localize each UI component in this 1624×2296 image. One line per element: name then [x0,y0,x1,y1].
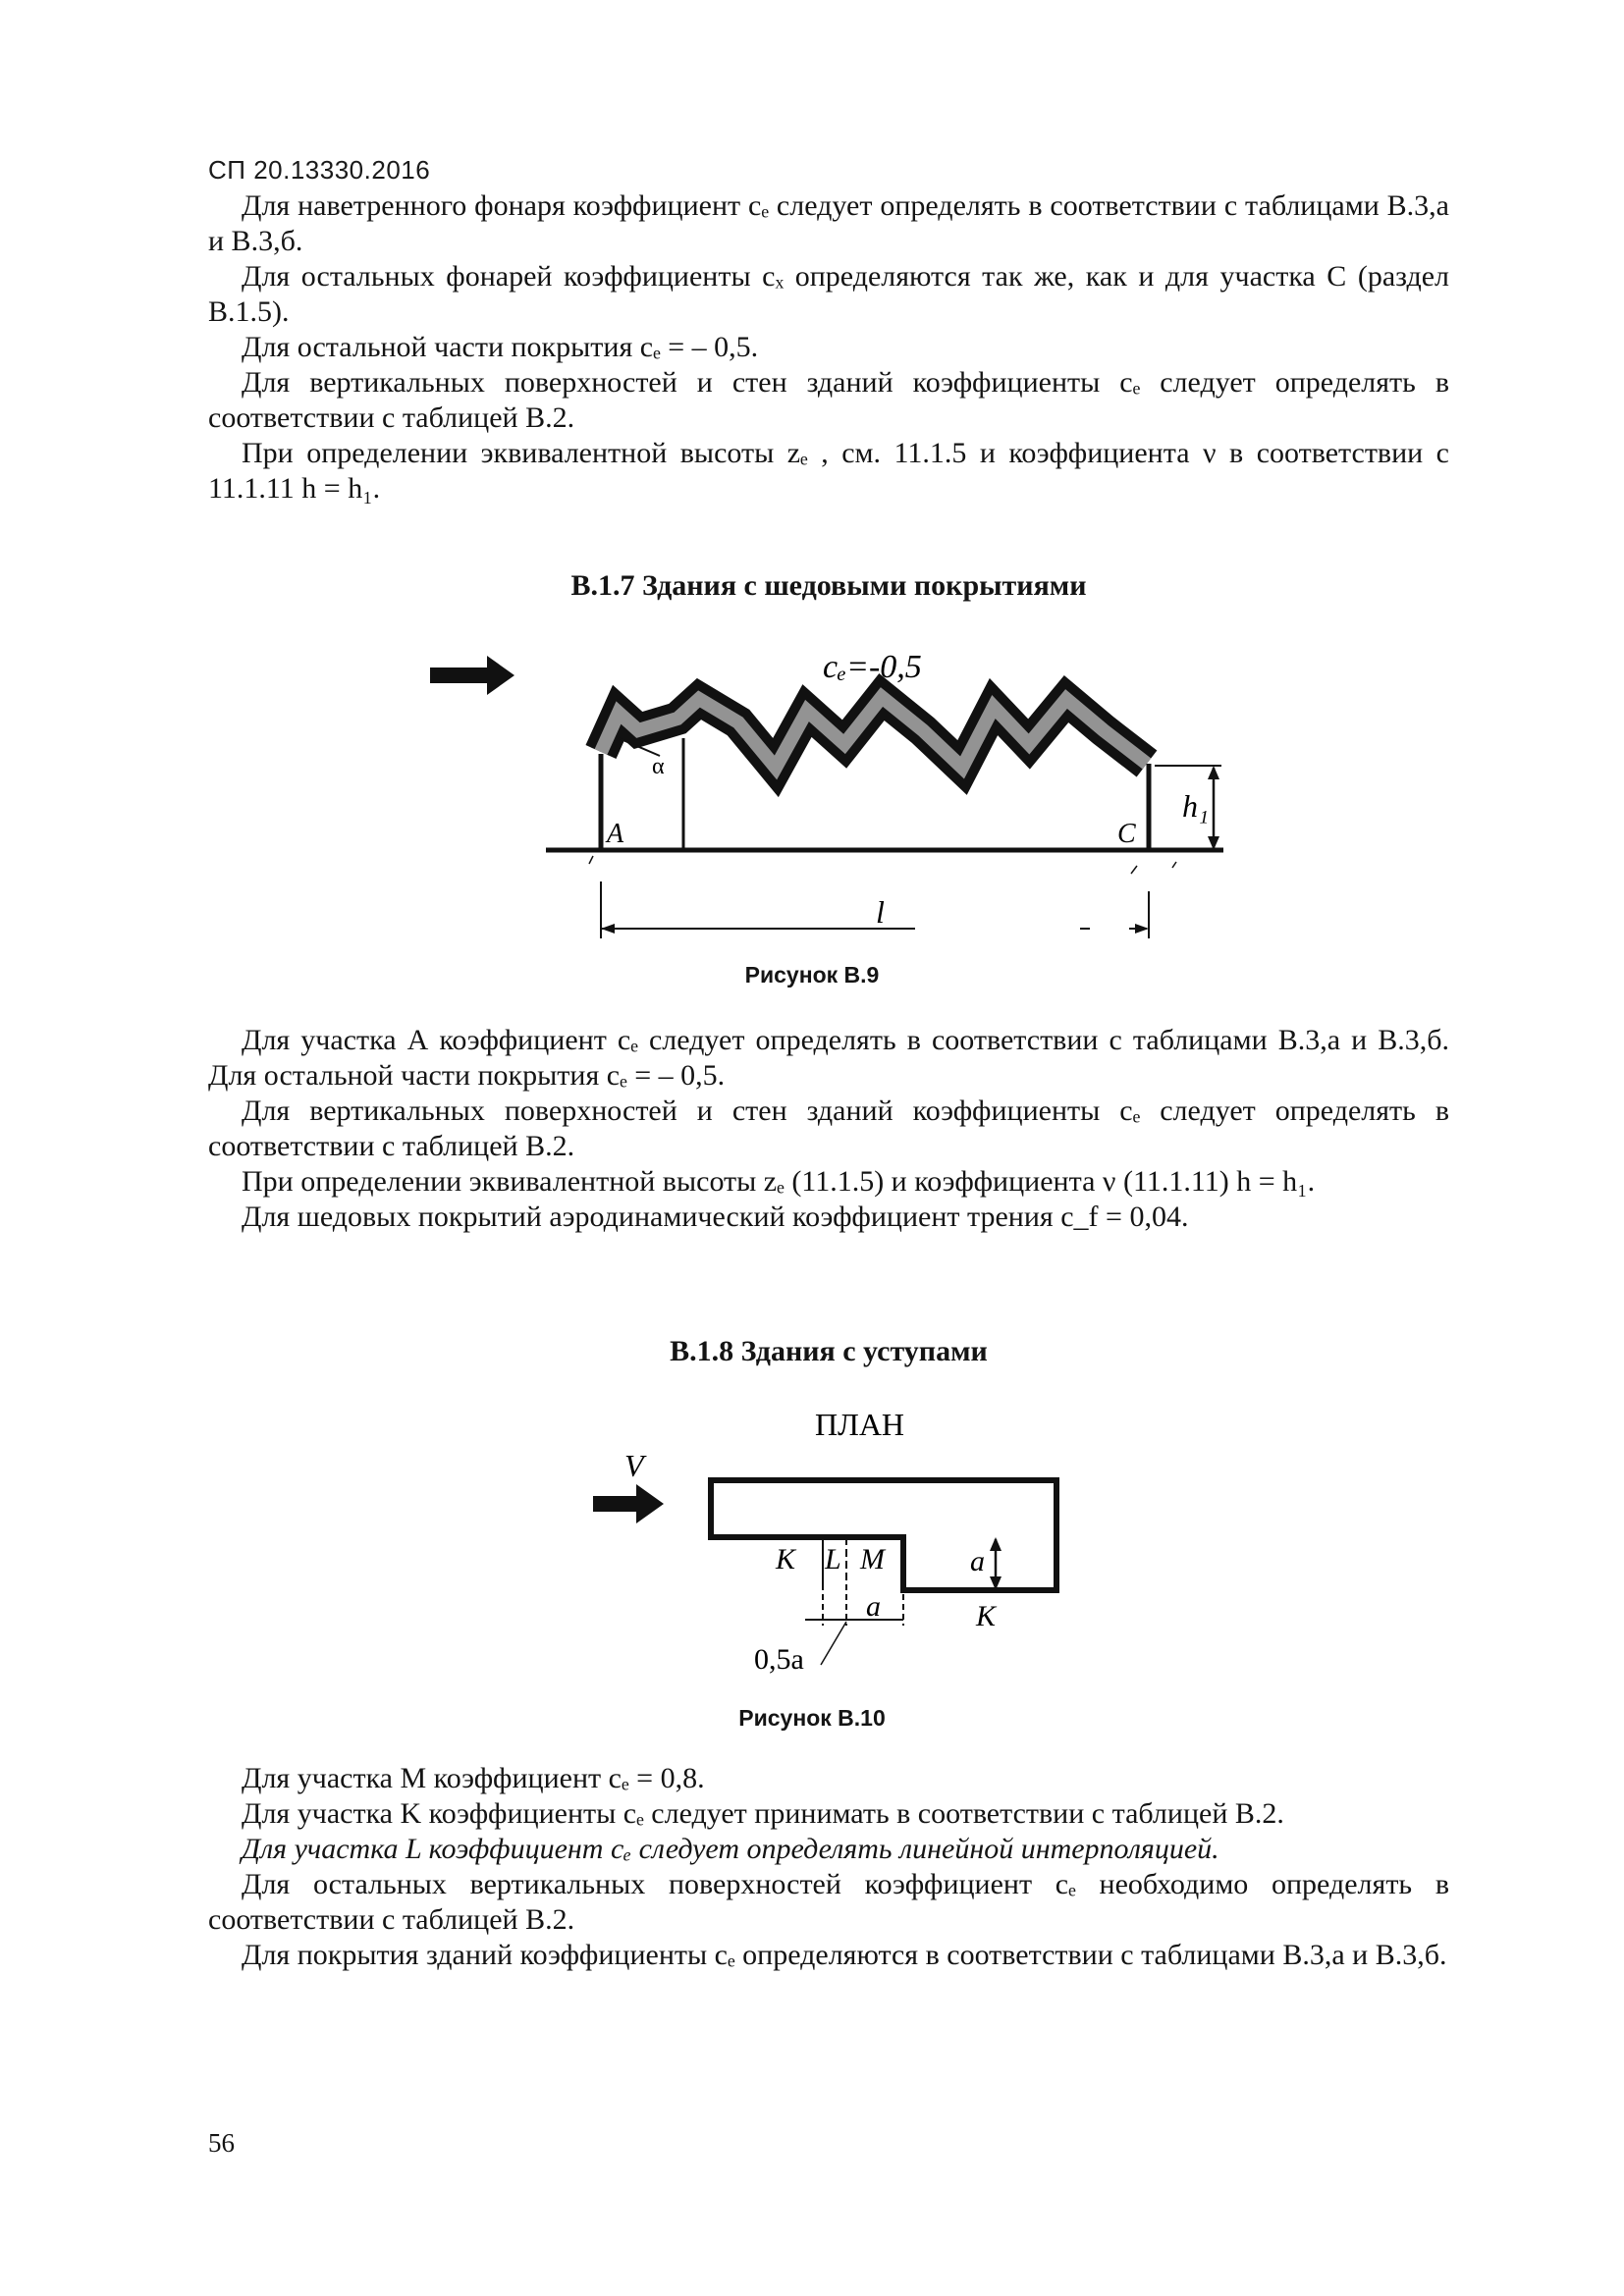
half-a-label: 0,5a [754,1643,804,1676]
section-b18-text [208,1761,1449,1973]
alpha-label: α [652,754,665,779]
paragraph: Для участка L коэффициент cₑ следует определять линейной интерполяцией. [242,1833,1219,1865]
paragraph: Для вертикальных поверхностей и стен зданий коэффициенты cₑ следует определять в соответствии с таблицей В.2. [208,366,1449,434]
v-label: V [624,1448,644,1483]
ce-label: cₑ=-0,5 [823,649,922,685]
a-bottom-label: a [866,1590,881,1623]
paragraph: Для остальных фонарей коэффициенты cₓ определяются так же, как и для участка С (раздел В.1.5). [208,260,1449,328]
wind-arrow-icon [593,1484,664,1523]
section-title: В.1.8 Здания с уступами [670,1335,988,1367]
intro-text [208,188,1449,507]
m-zone-label: M [860,1543,885,1575]
figure-b10 [0,1394,1624,1728]
paragraph: Для участка А коэффициент cₑ следует определять в соответствии с таблицами В.3,а и В.3,б. Для остальной части покрытия cₑ = – 0,5. [208,1024,1449,1092]
page-number: 56 [208,2128,235,2158]
point-a-label: A [607,819,624,849]
paragraph: Для покрытия зданий коэффициенты cₑ определяются в соответствии с таблицами В.3,а и В.3,б. [242,1939,1447,1971]
paragraph: При определении эквивалентной высоты zₑ , см. 11.1.5 и коэффициента ν в соответствии с 11.1.11 h = h₁. [208,437,1449,505]
paragraph: Для остальной части покрытия cₑ = – 0,5. [242,331,759,363]
paragraph: Для участка M коэффициент cₑ = 0,8. [242,1762,705,1794]
paragraph: Для шедовых покрытий аэродинамический коэффициент трения c_f = 0,04. [242,1201,1189,1233]
plan-label: ПЛАН [815,1407,905,1442]
paragraph: Для участка K коэффициенты cₑ следует принимать в соответствии с таблицей В.2. [242,1797,1284,1830]
paragraph: Для остальных вертикальных поверхностей коэффициент cₑ необходимо определять в соответствии с таблицей В.2. [208,1868,1449,1936]
section-b17-text [208,1023,1449,1235]
k-label-right: K [976,1600,997,1632]
figure-caption: Рисунок В.10 [738,1705,886,1731]
paragraph: Для наветренного фонаря коэффициент cₑ следует определять в соответствии с таблицами В.3,а и В.3,б. [208,189,1449,257]
point-c-label: C [1117,819,1136,849]
k-label-left: K [776,1543,796,1575]
a-vertical-label: a [970,1545,985,1577]
wind-arrow-icon [430,656,514,695]
paragraph: Для вертикальных поверхностей и стен зданий коэффициенты cₑ следует определять в соответствии с таблицей В.2. [208,1095,1449,1162]
h1-label: h₁ [1182,788,1210,824]
paragraph: При определении эквивалентной высоты zₑ (11.1.5) и коэффициента ν (11.1.11) h = h₁. [242,1165,1316,1198]
l-zone-label: L [825,1543,841,1575]
document-code: СП 20.13330.2016 [208,155,431,185]
section-title: В.1.7 Здания с шедовыми покрытиями [570,569,1087,602]
section-b18-heading-wrap [208,1335,1449,1368]
section-b17-heading-wrap [208,569,1449,603]
l-label: l [876,894,885,930]
figure-caption: Рисунок В.9 [744,962,880,988]
